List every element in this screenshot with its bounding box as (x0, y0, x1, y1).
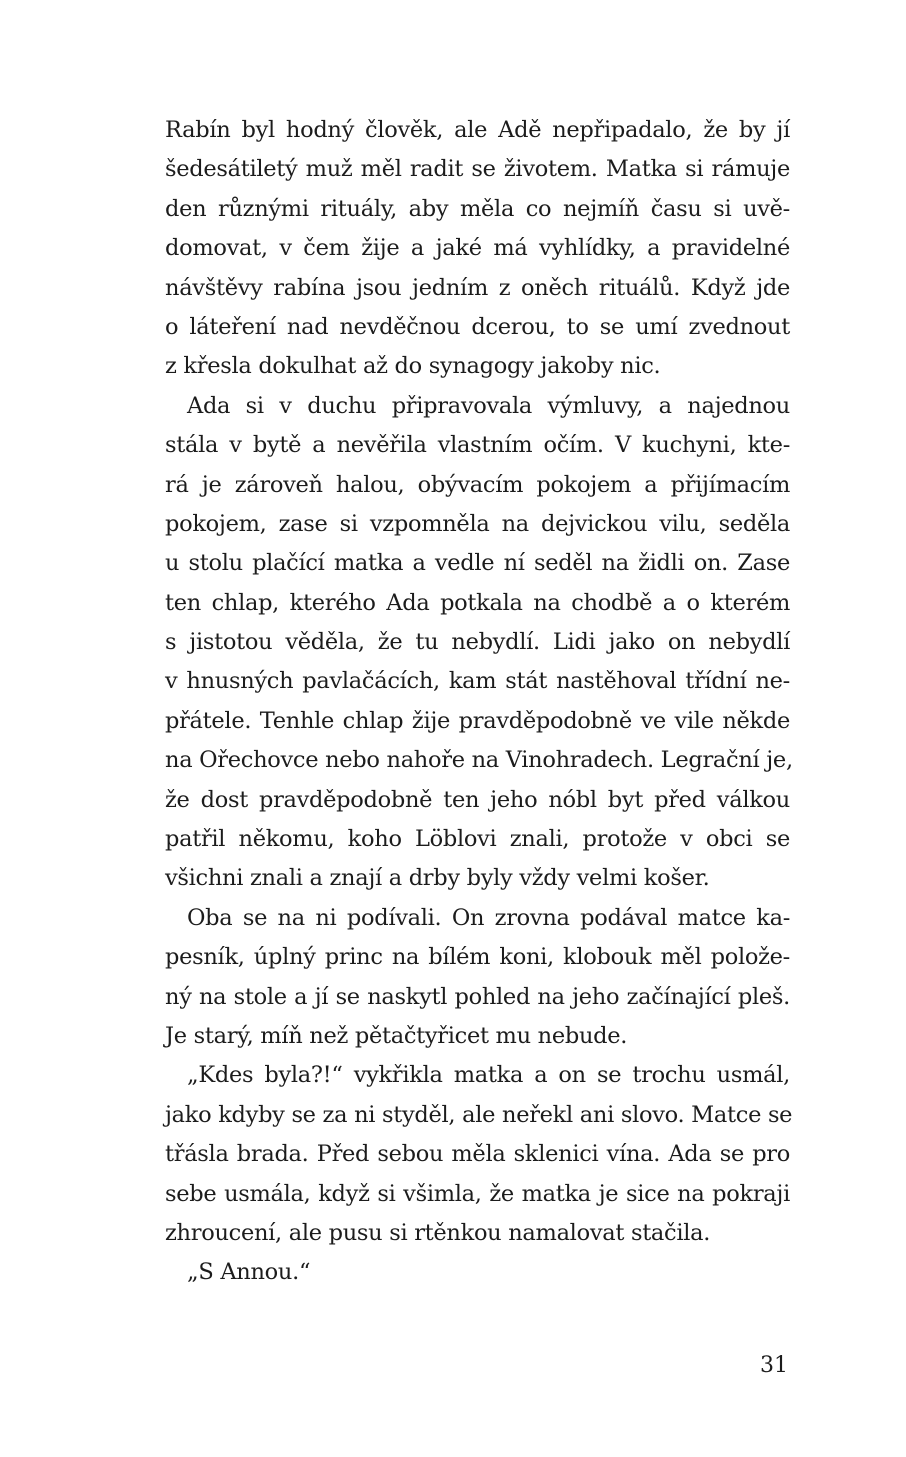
text-line: pokojem, zase si vzpomněla na dejvickou vilu, seděla (165, 510, 790, 537)
text-line: zhroucení, ale pusu si rtěnkou namalovat stačila. (165, 1219, 711, 1246)
text-line: šedesátiletý muž měl radit se životem. Matka si rámuje (165, 156, 790, 183)
text-line: přátele. Tenhle chlap žije pravděpodobně ve vile někde (165, 707, 790, 734)
text-line: návštěvy rabína jsou jedním z oněch rituálů. Když jde (165, 274, 790, 301)
paragraph (165, 111, 790, 387)
text-line: Je starý, míň než pětačtyřicet mu nebude. (165, 1022, 628, 1049)
page-number: 31 (760, 1353, 788, 1378)
text-line: Oba se na ni podívali. On zrovna podával matce ka- (187, 904, 790, 931)
text-line: v hnusných pavlačácích, kam stát nastěhoval třídní ne- (165, 668, 790, 695)
text-line: patřil někomu, koho Löblovi znali, protože v obci se (165, 826, 790, 853)
text-line: sebe usmála, když si všimla, že matka je sice na pokraji (165, 1180, 790, 1207)
text-line: na Ořechovce nebo nahoře na Vinohradech. Legrační je, (165, 747, 793, 774)
text-line: rá je zároveň halou, obývacím pokojem a přijímacím (165, 471, 790, 498)
text-line: Ada si v duchu připravovala výmluvy, a najednou (187, 392, 790, 419)
text-line: třásla brada. Před sebou měla sklenici vína. Ada se pro (165, 1141, 790, 1168)
paragraph (165, 1253, 790, 1292)
body-text (165, 111, 793, 1293)
text-line: o láteření nad nevděčnou dcerou, to se umí zvednout (165, 313, 790, 340)
text-line: všichni znali a znají a drby byly vždy velmi košer. (165, 865, 710, 892)
text-line: jako kdyby se za ni styděl, ale neřekl ani slovo. Matce se (165, 1101, 793, 1128)
text-line: „S Annou.“ (187, 1259, 311, 1286)
text-line: z křesla dokulhat až do synagogy jakoby nic. (165, 353, 661, 380)
text-line: den různými rituály, aby měla co nejmíň času si uvě- (165, 195, 790, 222)
paragraph (165, 387, 793, 899)
text-line: stála v bytě a nevěřila vlastním očím. V kuchyni, kte- (165, 432, 790, 459)
text-line: domovat, v čem žije a jaké má vyhlídky, a pravidelné (165, 235, 790, 262)
text-line: ten chlap, kterého Ada potkala na chodbě a o kterém (165, 589, 790, 616)
text-line: pesník, úplný princ na bílém koni, klobouk měl polože- (165, 944, 790, 971)
text-line: Rabín byl hodný člověk, ale Adě nepřipadalo, že by jí (165, 117, 790, 143)
text-line: ný na stole a jí se naskytl pohled na jeho začínající pleš. (165, 983, 790, 1010)
text-line: že dost pravděpodobně ten jeho nóbl byt před válkou (165, 786, 790, 813)
text-line: s jistotou věděla, že tu nebydlí. Lidi jako on nebydlí (165, 629, 790, 656)
text-line: u stolu plačící matka a vedle ní seděl na židli on. Zase (165, 550, 790, 577)
paragraph (165, 1056, 793, 1253)
text-line: „Kdes byla?!“ vykřikla matka a on se trochu usmál, (187, 1062, 790, 1089)
paragraph (165, 899, 790, 1057)
